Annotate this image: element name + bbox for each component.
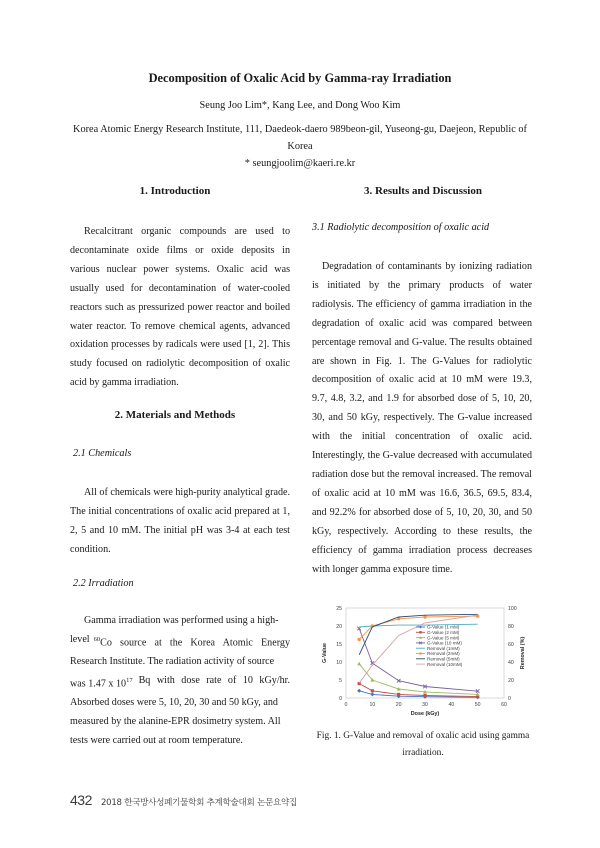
series-line	[359, 616, 478, 639]
legend-label: Removal (1mM)	[427, 645, 460, 651]
y-tick-label: 25	[336, 605, 342, 612]
proceedings-title: 2018 한국방사성폐기물학회 추계학술대회 논문요약집	[101, 798, 297, 808]
figure-1-chart	[312, 600, 534, 725]
x-tick-label: 40	[448, 702, 455, 708]
x-tick-label: 0	[344, 702, 348, 708]
results-text: Degradation of contaminants by ionizing radiation is initiated by the primary products of water radiolysis. The efficiency of gamma irradiation in the degradation of oxalic acid was compared between percentage removal and G-value. The results obtained are shown in Fig. 1. The G-Values for radiolytic decomposition of oxalic acid at 10 mM were 19.3, 9.7, 4.8, 3.2, and 1.9 for absorbed dose of 5, 10, 20, 30, and 50 kGy, respectively. The G-value increased with the initial concentration of oxalic acid. Interestingly, the G-value decreased with accumulated radiation dose but the removal increased. The removal of oxalic acid at 10 mM was 16.6, 36.5, 69.5, 83.4, and 92.2% for absorbed dose of 5, 10, 20, 30, and 50 kGy, respectively. According to these results, the efficiency of gamma irradiation process decreases with longer gamma exposure time.	[312, 261, 532, 575]
data-point	[370, 692, 374, 696]
y2-tick-label: 80	[508, 623, 514, 630]
irradiation-line: tests were carried out at room temperature.	[70, 735, 243, 747]
introduction-heading: 1. Introduction	[139, 185, 211, 197]
data-point	[371, 689, 374, 692]
legend-label: Removal (5mM)	[427, 656, 460, 662]
data-point	[423, 694, 426, 697]
irradiation-line: Absorbed doses were 5, 10, 20, 30 and 50 kGy, and	[70, 697, 278, 709]
data-point	[357, 638, 360, 641]
y2-tick-label: 100	[508, 605, 517, 612]
x-tick-label: 10	[369, 702, 376, 708]
results-paragraph	[312, 258, 532, 579]
chemicals-paragraph	[70, 484, 290, 560]
legend-marker	[419, 652, 422, 655]
x-tick-label: 20	[395, 702, 402, 708]
irradiation-line: measured by the alanine-EPR dosimetry system. All	[70, 716, 281, 728]
legend-label: G-Value (1 mM)	[427, 624, 460, 630]
y-tick-label: 10	[336, 659, 342, 666]
isotope-mass-number: 60	[93, 635, 101, 643]
activity-value: was 1.47 x $10^{17}$	[70, 677, 133, 690]
irradiation-source-text: $^{60}$Co source at the Korea Atomic Energy	[93, 635, 290, 649]
page-number: 432	[70, 792, 92, 808]
data-point	[397, 693, 400, 696]
irradiation-paragraph	[70, 612, 290, 751]
y-tick-label: 5	[339, 677, 342, 684]
chemicals-text: All of chemicals were high-purity analytical grade. The initial concentrations of oxalic acid prepared at 1, 2, 5 and 10 mM. The initial pH was 3-4 at each test condition.	[70, 487, 291, 555]
y-axis-label: G-Value	[322, 642, 328, 664]
introduction-text: Recalcitrant organic compounds are used to decontaminate oxide films or oxide deposits in various nuclear power systems. Oxalic acid was usually used for decontamination of water-cooled reactors such as pressurized power reactor and boiled water reactor. To remove chemical agents, advanced oxidation processes by radicals were used [1, 2]. This study focused on radiolytic decomposition of oxalic acid by gamma irradiation.	[70, 226, 290, 389]
radiolytic-subheading: 3.1 Radiolytic decomposition of oxalic acid	[312, 222, 490, 233]
x-tick-label: 50	[474, 702, 481, 708]
irradiation-level-word: level	[70, 633, 90, 645]
data-point	[357, 689, 361, 693]
data-point	[357, 662, 361, 666]
irradiation-line	[70, 672, 290, 694]
x-tick-label: 60	[501, 702, 507, 708]
affiliation: Korea Atomic Energy Research Institute, 111, Daedeok-daero 989beon-gil, Yuseong-gu, Daejeon, Republic of Korea	[73, 124, 527, 152]
plot-area-frame	[346, 608, 504, 698]
figure-caption: Fig. 1. G-Value and removal of oxalic acid using gamma irradiation.	[316, 731, 530, 758]
irradiation-subheading: 2.2 Irradiation	[73, 578, 134, 589]
chemicals-subheading: 2.1 Chemicals	[73, 448, 132, 459]
legend-label: G-Value (10 mM)	[427, 640, 462, 646]
irradiation-line: Research Institute. The radiation activity of source	[70, 656, 275, 668]
corresponding-email: * seungjoolim@kaeri.re.kr	[244, 158, 356, 169]
legend-label: G-Value (5 mM)	[427, 635, 460, 641]
materials-methods-heading: 2. Materials and Methods	[114, 409, 236, 421]
results-heading: 3. Results and Discussion	[364, 185, 482, 197]
irradiation-line	[70, 631, 290, 653]
introduction-paragraph	[70, 223, 290, 393]
y2-axis-label: Removal (%)	[520, 636, 526, 670]
data-point	[423, 615, 426, 618]
author-list: Seung Joo Lim*, Kang Lee, and Dong Woo Kim	[199, 100, 401, 111]
affiliation-block	[70, 121, 530, 172]
y-tick-label: 0	[339, 695, 342, 702]
y2-tick-label: 20	[508, 677, 514, 684]
legend-label: G-Value (2 mM)	[427, 630, 460, 635]
y-tick-label: 15	[336, 641, 342, 648]
y2-tick-label: 40	[508, 659, 514, 666]
y2-tick-label: 60	[508, 641, 514, 648]
irradiation-line: Gamma irradiation was performed using a high-	[84, 615, 279, 626]
paper-title: Decomposition of Oxalic Acid by Gamma-ray Irradiation	[148, 71, 452, 85]
dose-rate-text: Bq with dose rate of 10 kGy/hr.	[138, 675, 290, 687]
y-tick-label: 20	[336, 623, 342, 630]
x-axis-label: Dose (kGy)	[410, 711, 440, 717]
activity-exponent: 17	[126, 677, 133, 685]
x-tick-label: 30	[422, 702, 428, 708]
series-line	[359, 614, 478, 655]
y2-tick-label: 0	[508, 695, 511, 702]
legend-label: Removal (2mM)	[427, 651, 460, 657]
legend-label: Removal (10mM)	[427, 661, 463, 667]
legend-marker	[419, 631, 421, 633]
